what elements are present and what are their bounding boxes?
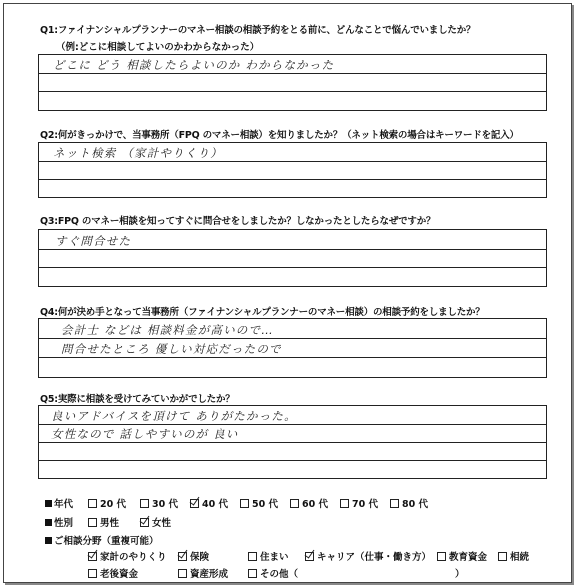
age-checkbox-5[interactable] bbox=[290, 499, 299, 508]
age-option-2[interactable] bbox=[140, 496, 178, 510]
q5-answer-box bbox=[38, 405, 547, 479]
age-option-label-3: 40 代 bbox=[202, 499, 229, 510]
q4-answer-line-2: 問合せたところ 優しい対応だったので bbox=[61, 342, 282, 356]
q2-answer-line-1: ネット検索 （家計やりくり） bbox=[53, 146, 223, 160]
field-option-8[interactable] bbox=[178, 566, 228, 580]
q1-example: （例:どこに相談してよいのかわからなかった） bbox=[56, 42, 260, 53]
q1-answer-box bbox=[38, 54, 547, 111]
age-option-3[interactable] bbox=[190, 496, 228, 510]
q1-question: Q1:ファイナンシャルプランナーのマネー相談の相談予約をとる前に、どんなことで悩んでいましたか？ bbox=[40, 25, 476, 36]
age-option-label-4: 50 代 bbox=[252, 499, 279, 510]
field-option-2[interactable] bbox=[178, 549, 209, 563]
field-checkbox-8[interactable] bbox=[178, 569, 187, 578]
age-checkbox-6[interactable] bbox=[340, 499, 349, 508]
field-option-1[interactable] bbox=[88, 549, 167, 563]
q5-answer-line-1: 良いアドバイスを頂けて ありがたかった。 bbox=[51, 409, 297, 423]
field-option-label-1: 家計のやりくり bbox=[100, 552, 167, 563]
q2-question: Q2:何がきっかけで、当事務所（FPQ のマネー相談）を知りましたか？（ネット検索の場合はキーワードを記入） bbox=[40, 130, 519, 141]
q5-question: Q5:実際に相談を受けてみていかがでしたか？ bbox=[40, 394, 235, 405]
field-checkbox-3[interactable] bbox=[248, 552, 257, 561]
age-option-label-6: 70 代 bbox=[352, 499, 379, 510]
field-option-3[interactable] bbox=[248, 549, 289, 563]
age-checkbox-4[interactable] bbox=[240, 499, 249, 508]
gender-checkbox-1[interactable] bbox=[88, 518, 97, 527]
q1-answer-line-1: どこに どう 相談したらよいのか わからなかった bbox=[53, 58, 335, 72]
gender-option-label-2: 女性 bbox=[152, 518, 172, 529]
field-checkbox-1[interactable] bbox=[88, 552, 97, 561]
q4-answer-box bbox=[38, 318, 547, 378]
age-checkbox-7[interactable] bbox=[390, 499, 399, 508]
age-option-4[interactable] bbox=[240, 496, 278, 510]
age-checkbox-1[interactable] bbox=[88, 499, 97, 508]
q5-answer-line-2: 女性なので 話しやすいのが 良い bbox=[51, 427, 239, 441]
age-option-6[interactable] bbox=[340, 496, 378, 510]
fields-label: ご相談分野（重複可能） bbox=[45, 533, 159, 547]
field-option-label-5: 教育資金 bbox=[449, 552, 488, 563]
age-option-label-5: 60 代 bbox=[302, 499, 329, 510]
field-checkbox-6[interactable] bbox=[498, 552, 507, 561]
field-option-label-4: キャリア（仕事・働き方） bbox=[317, 552, 432, 563]
gender-option-2[interactable] bbox=[140, 515, 171, 529]
gender-option-1[interactable] bbox=[88, 515, 119, 529]
gender-option-label-1: 男性 bbox=[100, 518, 120, 529]
field-option-5[interactable] bbox=[437, 549, 487, 563]
age-label: 年代 bbox=[45, 496, 73, 510]
field-checkbox-2[interactable] bbox=[178, 552, 187, 561]
field-checkbox-9[interactable] bbox=[248, 569, 257, 578]
field-option-4[interactable] bbox=[305, 549, 431, 563]
field-option-label-7: 老後資金 bbox=[100, 569, 139, 580]
age-option-5[interactable] bbox=[290, 496, 328, 510]
field-checkbox-4[interactable] bbox=[305, 552, 314, 561]
other-closing-paren: ） bbox=[455, 569, 465, 580]
q4-answer-line-1: 会計士 などは 相談料金が高いので… bbox=[61, 323, 274, 337]
gender-label: 性別 bbox=[45, 515, 73, 529]
q4-question: Q4:何が決め手となって当事務所（ファイナンシャルプランナーのマネー相談）の相談予約をしましたか？ bbox=[40, 307, 485, 318]
field-option-label-3: 住まい bbox=[260, 552, 289, 563]
age-checkbox-2[interactable] bbox=[140, 499, 149, 508]
age-option-label-7: 80 代 bbox=[402, 499, 429, 510]
field-option-9[interactable] bbox=[248, 566, 298, 580]
field-option-label-2: 保険 bbox=[190, 552, 210, 563]
gender-checkbox-2[interactable] bbox=[140, 518, 149, 527]
age-option-7[interactable] bbox=[390, 496, 428, 510]
q3-answer-box bbox=[38, 229, 547, 287]
field-checkbox-7[interactable] bbox=[88, 569, 97, 578]
age-option-1[interactable] bbox=[88, 496, 126, 510]
age-option-label-1: 20 代 bbox=[100, 499, 127, 510]
field-option-label-6: 相続 bbox=[510, 552, 530, 563]
field-option-label-9: その他（ bbox=[260, 569, 299, 580]
age-option-label-2: 30 代 bbox=[152, 499, 179, 510]
field-option-6[interactable] bbox=[498, 549, 529, 563]
field-option-label-8: 資産形成 bbox=[190, 569, 229, 580]
age-checkbox-3[interactable] bbox=[190, 499, 199, 508]
field-checkbox-5[interactable] bbox=[437, 552, 446, 561]
q3-question: Q3:FPQ のマネー相談を知ってすぐに問合せをしましたか？しなかったとしたらなぜですか？ bbox=[40, 216, 436, 227]
q2-answer-box bbox=[38, 142, 547, 198]
field-option-7[interactable] bbox=[88, 566, 138, 580]
q3-answer-line-1: すぐ問合せた bbox=[55, 234, 132, 248]
